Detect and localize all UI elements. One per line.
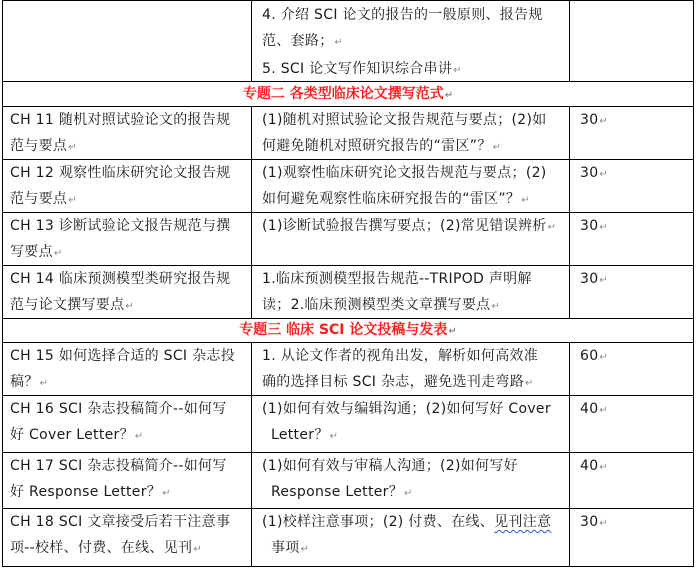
content-cell [262, 266, 532, 320]
chapter-cell [10, 343, 235, 397]
content-cell-line: 事项↵ [271, 540, 310, 556]
hours-cell-line: 40↵ [580, 458, 609, 474]
hours-cell [580, 453, 608, 481]
content-cell-line: 1. 从论文作者的视角出发，解析如何高效准 [262, 348, 539, 364]
content-cell-line: (1)如何有效与编辑沟通；(2)如何写好 Cover [262, 401, 551, 417]
content-cell [262, 509, 551, 563]
content-cell [262, 213, 556, 241]
top-partial-content [262, 2, 543, 84]
chapter-cell [10, 107, 230, 161]
hours-cell-line: 30↵ [580, 514, 609, 530]
content-cell-line: 如何避免观察性临床研究报告的“雷区”？↵ [262, 191, 530, 207]
chapter-cell-line: 好 Cover Letter？↵ [10, 427, 144, 443]
content-cell [262, 343, 538, 397]
content-cell-line: 1.临床预测模型报告规范--TRIPOD 声明解 [262, 271, 532, 287]
section-3-title: 专题三 临床 SCI 论文投稿与发表↵ [239, 322, 457, 338]
chapter-cell [10, 213, 230, 267]
content-cell-line: (1)诊断试验报告撰写要点；(2)常见错误辨析↵ [262, 218, 557, 234]
content-cell [262, 453, 518, 507]
content-cell-line: 读；2.临床预测模型类文章撰写要点↵ [262, 297, 501, 313]
chapter-cell-line: CH 16 SCI 杂志投稿简介--如何写 [10, 401, 227, 417]
hours-cell [580, 266, 608, 294]
hours-cell-line: 40↵ [580, 401, 609, 417]
hours-cell [580, 160, 608, 188]
hours-cell [580, 509, 608, 537]
content-cell-line: (1)如何有效与审稿人沟通；(2)如何写好 [262, 458, 518, 474]
content-cell-line: Letter？↵ [271, 427, 339, 443]
top-line-1: 4. 介绍 SCI 论文的报告的一般原则、报告规 [262, 7, 543, 23]
content-cell-line: Response Letter？↵ [271, 484, 413, 500]
chapter-cell-line: 范与要点↵ [10, 191, 77, 207]
chapter-cell-line: 范与论文撰写要点↵ [10, 297, 135, 313]
chapter-cell-line: CH 18 SCI 文章接受后若干注意事 [10, 514, 231, 530]
chapter-cell [10, 453, 227, 507]
hours-cell-line: 30↵ [580, 218, 609, 234]
hours-cell [580, 213, 608, 241]
hours-cell [580, 107, 608, 135]
content-cell [262, 107, 547, 161]
hours-cell-line: 30↵ [580, 112, 609, 128]
top-line-3: 5. SCI 论文写作知识综合串讲↵ [262, 61, 462, 77]
chapter-cell [10, 266, 230, 320]
chapter-cell-line: 范与要点↵ [10, 138, 77, 154]
hours-cell-line: 30↵ [580, 165, 609, 181]
chapter-cell-line: CH 11 随机对照试验论文的报告规 [10, 112, 231, 128]
chapter-cell [10, 509, 230, 563]
content-cell-line: 何避免随机对照研究报告的“雷区”？↵ [262, 138, 502, 154]
content-cell-line: (1)观察性临床研究论文报告规范与要点；(2) [262, 165, 547, 181]
chapter-cell-line: CH 17 SCI 杂志投稿简介--如何写 [10, 458, 227, 474]
chapter-cell-line: 稿？↵ [10, 374, 49, 390]
chapter-cell-line: CH 13 诊断试验论文报告规范与撰 [10, 218, 231, 234]
chapter-cell-line: CH 15 如何选择合适的 SCI 杂志投 [10, 348, 236, 364]
chapter-cell-line: 项--校样、付费、在线、见刊↵ [10, 540, 202, 556]
top-line-2: 范、套路；↵ [262, 33, 344, 49]
chapter-cell [10, 160, 230, 214]
chapter-cell-line: 写要点↵ [10, 244, 63, 260]
chapter-cell-line: CH 14 临床预测模型类研究报告规 [10, 271, 231, 287]
content-cell-line: (1)校样注意事项；(2) 付费、在线、见刊注意 [262, 514, 552, 530]
section-2-title: 专题二 各类型临床论文撰写范式↵ [242, 86, 454, 102]
content-cell [262, 160, 547, 214]
chapter-cell-line: 好 Response Letter？↵ [10, 484, 171, 500]
hours-cell-line: 60↵ [580, 348, 609, 364]
chapter-cell [10, 396, 227, 450]
hours-cell [580, 343, 608, 371]
hours-cell-line: 30↵ [580, 271, 609, 287]
chapter-cell-line: CH 12 观察性临床研究论文报告规 [10, 165, 231, 181]
content-cell [262, 396, 551, 450]
hours-cell [580, 396, 608, 424]
content-cell-line: (1)随机对照试验论文报告规范与要点；(2)如 [262, 112, 547, 128]
underlined-text: 见刊注意 [494, 514, 552, 530]
content-cell-line: 确的选择目标 SCI 杂志，避免选刊走弯路↵ [262, 374, 534, 390]
